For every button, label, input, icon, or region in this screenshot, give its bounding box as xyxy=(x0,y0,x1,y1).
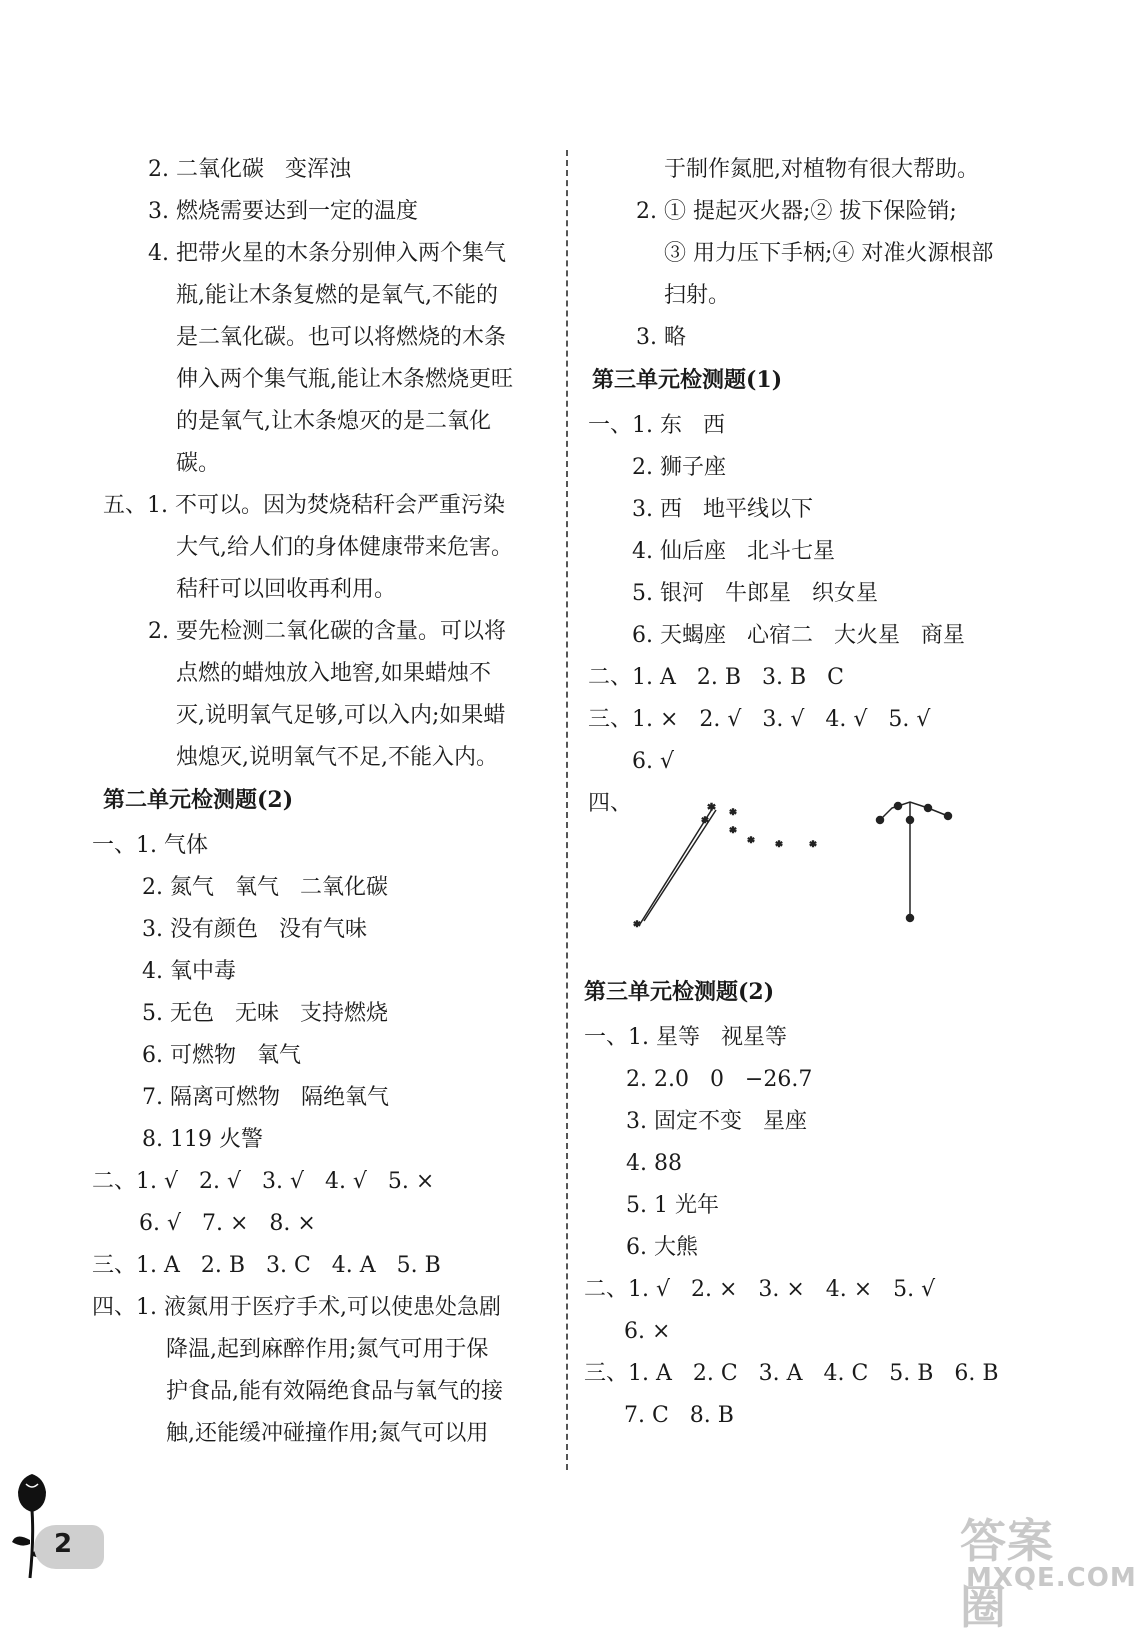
answer-line: 3. 燃烧需要达到一定的温度 xyxy=(148,199,418,224)
answer-line: 4. 把带火星的木条分别伸入两个集气 xyxy=(148,241,506,266)
answer-line: 二、1. A 2. B 3. B C xyxy=(588,665,844,690)
answer-line: 8. 119 火警 xyxy=(142,1127,263,1152)
answer-line: 2. 要先检测二氧化碳的含量。可以将 xyxy=(148,619,506,644)
answer-line: 4. 仙后座 北斗七星 xyxy=(632,539,835,564)
answer-line: 7. 隔离可燃物 隔绝氧气 xyxy=(142,1085,389,1110)
svg-text:*: * xyxy=(702,815,708,829)
answer-line: 一、1. 气体 xyxy=(92,833,208,858)
watermark-bottom: MXQE.COM xyxy=(966,1563,1137,1593)
answer-line: 2. 二氧化碳 变浑浊 xyxy=(148,157,351,182)
watermark-top: 答案圈 xyxy=(960,1514,1054,1634)
answer-line: 降温,起到麻醉作用;氮气可用于保 xyxy=(166,1337,489,1362)
answer-line: 6. √ 7. × 8. × xyxy=(139,1211,316,1236)
answer-line: ③ 用力压下手柄;④ 对准火源根部 xyxy=(664,241,994,266)
answer-line: 三、1. A 2. C 3. A 4. C 5. B 6. B xyxy=(584,1361,999,1386)
answer-line: 大气,给人们的身体健康带来危害。 xyxy=(176,535,513,560)
t-shape-diagram xyxy=(877,802,952,922)
answer-line: 触,还能缓冲碰撞作用;氮气可以用 xyxy=(166,1421,489,1446)
answer-line: 二、1. √ 2. √ 3. √ 4. √ 5. × xyxy=(92,1169,435,1194)
answer-line: 6. 天蝎座 心宿二 大火星 商星 xyxy=(632,623,965,648)
answer-line: 2. 2.0 0 −26.7 xyxy=(626,1067,813,1092)
answer-line: 3. 略 xyxy=(636,325,686,350)
answer-line: 四、 xyxy=(588,791,633,816)
answer-line: 6. 大熊 xyxy=(626,1235,698,1260)
answer-line: 6. √ xyxy=(632,749,675,774)
answer-line: 四、1. 液氮用于医疗手术,可以使患处急剧 xyxy=(92,1295,501,1320)
answer-line: 瓶,能让木条复燃的是氧气,不能的 xyxy=(176,283,498,308)
answer-line: 扫射。 xyxy=(664,283,731,308)
answer-line: 5. 银河 牛郎星 织女星 xyxy=(632,581,878,606)
answer-line: 7. C 8. B xyxy=(624,1403,734,1428)
answer-line: 五、1. 不可以。因为焚烧秸秆会严重污染 xyxy=(103,493,505,518)
answer-line: 烛熄灭,说明氧气不足,不能入内。 xyxy=(176,745,498,770)
answer-line: 5. 1 光年 xyxy=(626,1193,719,1218)
answer-line: 一、1. 东 西 xyxy=(588,413,725,438)
section-heading: 第二单元检测题(2) xyxy=(103,787,294,813)
answer-line: 秸秆可以回收再利用。 xyxy=(176,577,397,602)
answer-line: 2. 氮气 氧气 二氧化碳 xyxy=(142,875,388,900)
watermark xyxy=(960,1505,1137,1634)
answer-line: 点燃的蜡烛放入地窖,如果蜡烛不 xyxy=(176,661,491,686)
answer-line: 于制作氮肥,对植物有很大帮助。 xyxy=(664,157,979,182)
section-heading: 第三单元检测题(2) xyxy=(584,979,775,1005)
svg-text:*: * xyxy=(776,839,782,853)
svg-text:*: * xyxy=(730,807,736,821)
svg-text:*: * xyxy=(810,839,816,853)
answer-line: 是二氧化碳。也可以将燃烧的木条 xyxy=(176,325,507,350)
star-line-diagram xyxy=(634,802,816,933)
answer-line: 一、1. 星等 视星等 xyxy=(584,1025,787,1050)
section-heading: 第三单元检测题(1) xyxy=(592,367,783,393)
svg-text:*: * xyxy=(748,835,754,849)
answer-line: 护食品,能有效隔绝食品与氧气的接 xyxy=(166,1379,503,1404)
answer-line: 3. 没有颜色 没有气味 xyxy=(142,917,367,942)
answer-line: 4. 氧中毒 xyxy=(142,959,236,984)
page-number-badge xyxy=(34,1525,104,1569)
answer-line: 2. 狮子座 xyxy=(632,455,726,480)
answer-line: 三、1. × 2. √ 3. √ 4. √ 5. √ xyxy=(588,707,931,732)
answer-line: 3. 西 地平线以下 xyxy=(632,497,813,522)
page-number: 2 xyxy=(54,1529,73,1559)
svg-text:*: * xyxy=(708,802,715,818)
answer-line: 5. 无色 无味 支持燃烧 xyxy=(142,1001,388,1026)
answer-line: 4. 88 xyxy=(626,1151,682,1176)
answer-line: 伸入两个集气瓶,能让木条燃烧更旺 xyxy=(176,367,513,392)
answer-line: 6. × xyxy=(624,1319,671,1344)
answer-line: 3. 固定不变 星座 xyxy=(626,1109,807,1134)
answer-line: 三、1. A 2. B 3. C 4. A 5. B xyxy=(92,1253,441,1278)
answer-line: 二、1. √ 2. × 3. × 4. × 5. √ xyxy=(584,1277,936,1302)
answer-line: 的是氧气,让木条熄灭的是二氧化 xyxy=(176,409,491,434)
svg-text:*: * xyxy=(634,919,640,933)
answer-line: 2. ① 提起灭火器;② 拔下保险销; xyxy=(636,199,957,224)
answer-line: 灭,说明氧气足够,可以入内;如果蜡 xyxy=(176,703,506,728)
answer-line: 碳。 xyxy=(176,451,221,476)
answer-line: 6. 可燃物 氧气 xyxy=(142,1043,301,1068)
svg-text:*: * xyxy=(730,825,736,839)
constellation-diagram xyxy=(630,800,990,950)
column-divider xyxy=(566,150,568,1470)
